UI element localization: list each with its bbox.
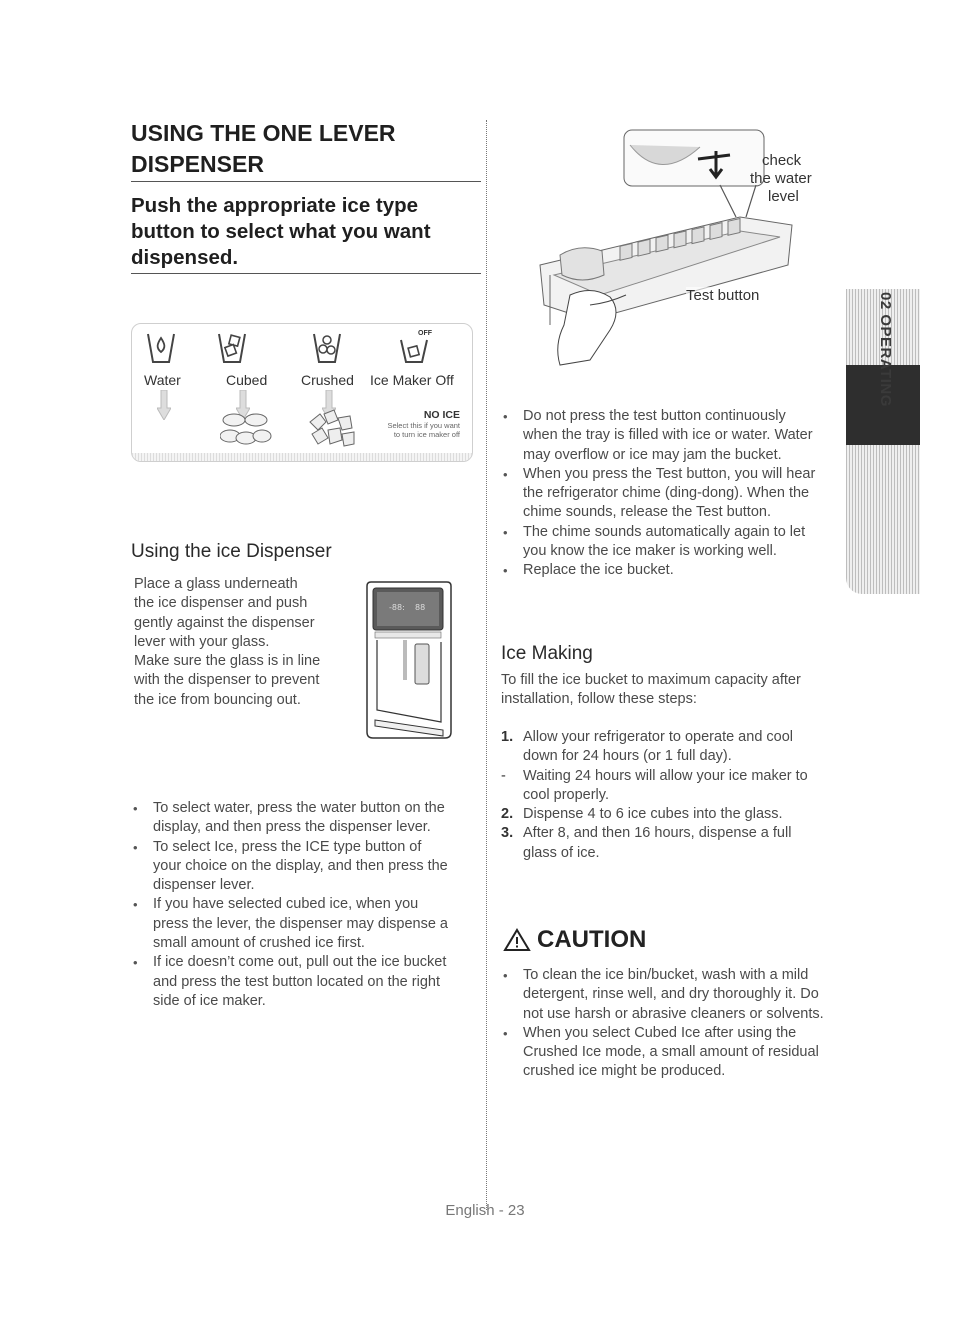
list-item: • The chime sounds automatically again to let you know the ice maker is working well. xyxy=(501,523,846,562)
dispenser-heading: Using the ice Dispenser xyxy=(131,541,332,562)
side-tab-label: 02 OPERATING xyxy=(877,292,894,407)
page-footer: English - 23 xyxy=(445,1202,525,1219)
off-badge: OFF xyxy=(418,330,432,337)
no-ice-label: NO ICE xyxy=(423,409,460,421)
section-subtitle: Push the appropriate ice type button to select what you want dispensed. xyxy=(131,194,431,269)
panel-shadow xyxy=(132,453,472,461)
dispenser-illustration xyxy=(365,580,453,740)
cubed-label: Cubed xyxy=(226,372,268,388)
check-water-level-label: check the water level xyxy=(750,152,812,205)
caution-bullet-list xyxy=(501,966,846,1082)
title-divider xyxy=(131,181,481,182)
list-item: • To clean the ice bin/bucket, wash with a mild detergent, rinse well, and dry thoroughly it. Do not use harsh or abrasive cleaners or solvents. xyxy=(501,966,846,1024)
list-item: • To select water, press the water button on the display, and then press the dispenser lever. xyxy=(131,799,476,838)
right-bullet-list xyxy=(501,407,846,581)
crushed-label: Crushed xyxy=(301,372,354,388)
caution-heading: CAUTION xyxy=(503,926,646,954)
list-item: 3. After 8, and then 16 hours, dispense a full glass of ice. xyxy=(501,825,792,861)
list-item: 2. Dispense 4 to 6 ice cubes into the glass. xyxy=(501,806,783,823)
ice-maker-off-label: Ice Maker Off xyxy=(370,372,454,388)
svg-text:-88:: -88: xyxy=(389,603,405,612)
water-cup-icon xyxy=(146,330,176,364)
list-item: • When you press the Test button, you will hear the refrigerator chime (ding-dong). When the chime sounds, release the Test button. xyxy=(501,465,846,523)
subtitle-divider xyxy=(131,273,481,274)
list-item: • To select Ice, press the ICE type button of your choice on the display, and then press the dispenser lever. xyxy=(131,838,476,896)
list-item: • If you have selected cubed ice, when you press the lever, the dispenser may dispense a small amount of crushed ice first. xyxy=(131,895,476,953)
ice-making-intro: To fill the ice bucket to maximum capacity after installation, follow these steps: xyxy=(501,672,801,708)
warning-triangle-icon xyxy=(503,928,531,952)
ice-type-panel xyxy=(131,323,473,462)
water-label: Water xyxy=(144,372,181,388)
ice-cubes-icon xyxy=(220,410,272,448)
list-item: • Do not press the test button continuously when the tray is filled with ice or water. Water may overflow or ice may jam the bucket. xyxy=(501,407,846,465)
ice-maker-illustration xyxy=(530,125,800,370)
dispenser-instructions: Place a glass underneath the ice dispenser and push gently against the dispenser lever with your glass. Make sure the glass is in line with the dispenser to prevent the ice from bouncing out. xyxy=(134,576,321,708)
ice-making-steps xyxy=(501,728,846,863)
list-item: • When you select Cubed Ice after using the Crushed Ice mode, a small amount of residual crushed ice might be produced. xyxy=(501,1024,846,1082)
down-arrow-icon xyxy=(157,390,171,420)
list-item: - Waiting 24 hours will allow your ice maker to cool properly. xyxy=(501,767,808,803)
page-title: USING THE ONE LEVER DISPENSER xyxy=(131,120,396,177)
column-divider xyxy=(486,120,487,1210)
ice-making-heading: Ice Making xyxy=(501,643,593,664)
list-item: • Replace the ice bucket. xyxy=(501,561,846,580)
list-item: • If ice doesn’t come out, pull out the ice bucket and press the test button located on the right side of ice maker. xyxy=(131,953,476,1011)
cubed-cup-icon xyxy=(217,330,247,364)
no-ice-description: Select this if you want to turn ice maker off xyxy=(387,421,460,439)
left-bullet-list xyxy=(131,799,476,1011)
crushed-cup-icon xyxy=(312,330,342,364)
test-button-label: Test button xyxy=(686,287,760,304)
list-item: 1. Allow your refrigerator to operate and cool down for 24 hours (or 1 full day). xyxy=(501,729,794,765)
svg-text:88: 88 xyxy=(415,603,426,612)
